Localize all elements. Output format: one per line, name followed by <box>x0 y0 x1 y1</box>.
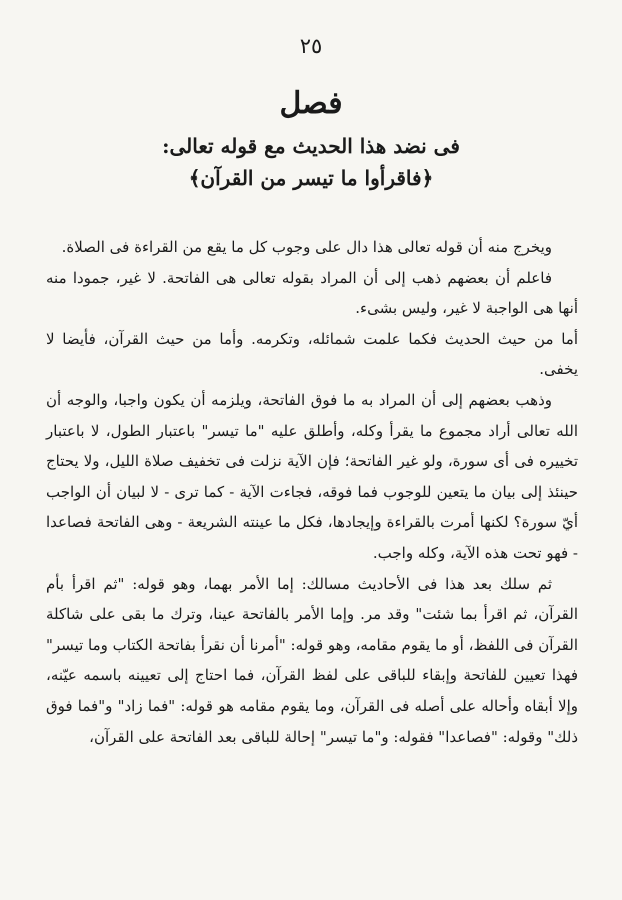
paragraph-2: فاعلم أن بعضهم ذهب إلى أن المراد بقوله تعالى هى الفاتحة. لا غير، جمودا منه أنها هى الواجبة لا غير، وليس بشىء. <box>46 268 578 318</box>
body-text <box>46 232 578 752</box>
section-subheading: فى نضد هذا الحديث مع قوله تعالى: <box>162 134 460 158</box>
paragraph-1: ويخرج منه أن قوله تعالى هذا دال على وجوب كل ما يقع من القراءة فى الصلاة. <box>61 238 552 256</box>
paragraph-3: أما من حيث الحديث فكما علمت شمائله، وتكرمه. وأما من حيث القرآن، فأيضا لا يخفى. <box>46 329 578 379</box>
paragraph-4: وذهب بعضهم إلى أن المراد به ما فوق الفاتحة، ويلزمه أن يكون واجبا، والوجه أن الله تعالى أراد مجموع ما يقرأ وكله، وأطلق عليه "ما تيسر" باعتبار الطول، لا باعتبار تخييره فى أى سورة، ولو غير الفاتحة؛ فإن الآية نزلت فى تخفيف صلاة الليل، ولا يحتاج حينئذ إلى بيان ما يتعين للوجوب فما فوقه، فجاءت الآية - كما ترى - لا لبيان أن الواجب أيّ سورة؟ لكنها أمرت بالقراءة وإيجادها، فكل ما عينته الشريعة - وهى الفاتحة فصاعدا - فهو تحت هذه الآية، وكله واجب. <box>46 390 578 562</box>
page-number: ٢٥ <box>299 34 323 58</box>
quranic-verse-subheading: ﴿فاقرأوا ما تيسر من القرآن﴾ <box>188 166 434 190</box>
section-heading: فصل <box>279 86 343 121</box>
paragraph-5: ثم سلك بعد هذا فى الأحاديث مسالك: إما الأمر بهما، وهو قوله: "ثم اقرأ بأم القرآن، ثم اقرأ بما شئت" وقد مر. وإما الأمر بالفاتحة عينا، وترك ما بقى على شاكلة القرآن فى اللفظ، أو ما يقوم مقامه، وهو قوله: "أمرنا أن نقرأ بفاتحة الكتاب وما تيسر" فهذا تعيين للفاتحة وإبقاء للباقى على لفظ القرآن، فما احتاج إلى تعيينه باسمه عيّنه، وإلا أبقاه وأحاله على أصله فى القرآن، وما يقوم مقامه هو قوله: "فما زاد" و"فما فوق ذلك" وقوله: "فصاعدا" فقوله: و"ما تيسر" إحالة للباقى بعد الفاتحة على القرآن، <box>46 574 578 746</box>
